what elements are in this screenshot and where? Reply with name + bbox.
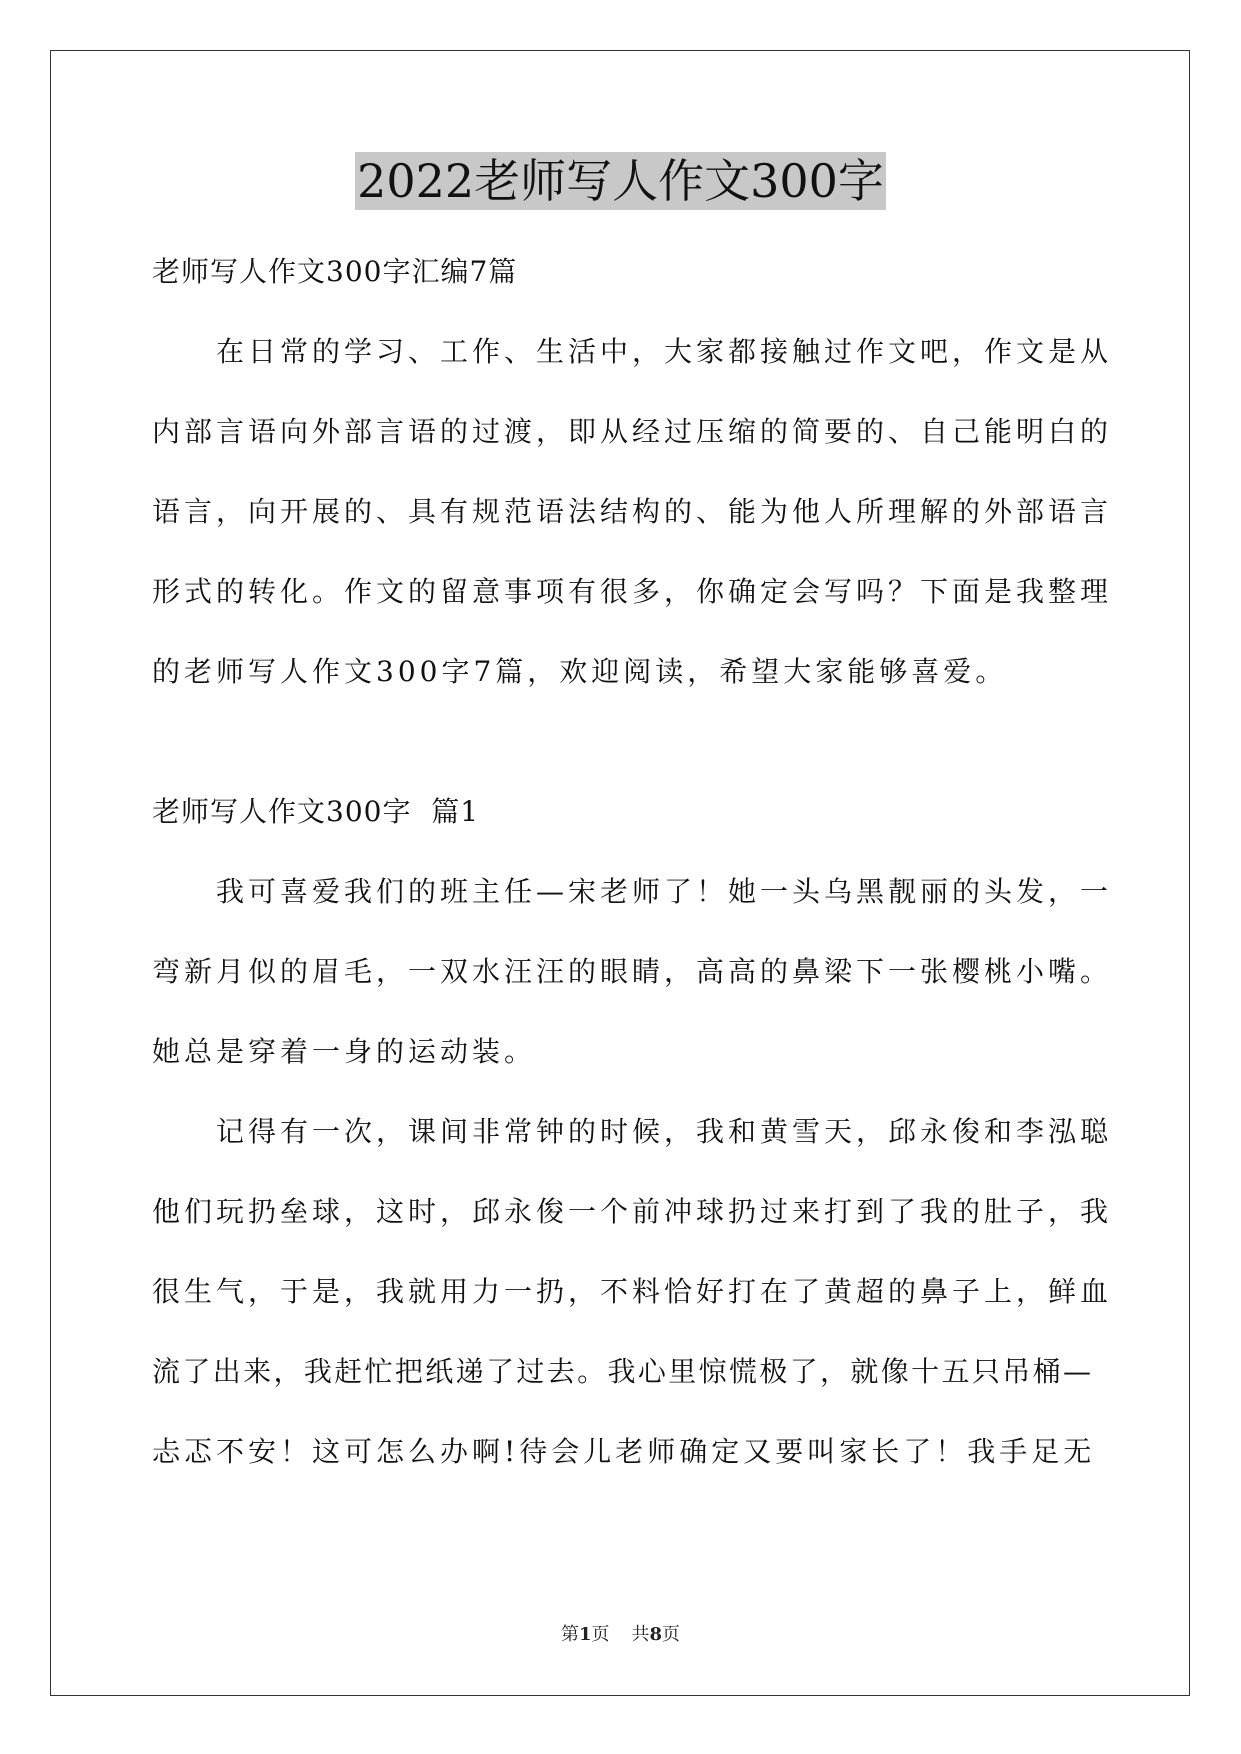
page-footer — [0, 1620, 1241, 1646]
body-paragraph-2 — [152, 1092, 1113, 1492]
paragraph-line: 她总是穿着一身的运动装。 — [152, 1035, 537, 1068]
body-paragraph-1 — [152, 852, 1113, 1092]
page-number: 1 — [578, 1624, 592, 1645]
paragraph-line: 他们玩扔垒球，这时，邱永俊一个前冲球扔过来打到了我的肚子，我 — [152, 1195, 1113, 1228]
document-body — [152, 232, 1113, 1492]
paragraph-line: 很生气，于是，我就用力一扔，不料恰好打在了黄超的鼻子上，鲜血 — [152, 1275, 1113, 1308]
section-spacer — [152, 712, 1092, 772]
total-suffix: 页 — [662, 1624, 681, 1645]
intro-line: 在日常的学习、工作、生活中，大家都接触过作文吧，作文是从 — [216, 335, 1113, 368]
intro-paragraph — [152, 312, 1113, 712]
document-title: 2022老师写人作文300字 — [357, 154, 884, 208]
intro-line: 内部言语向外部言语的过渡，即从经过压缩的简要的、自己能明白的 — [152, 415, 1113, 448]
paragraph-line: 忐忑不安！这可怎么办啊!待会儿老师确定又要叫家长了！我手足无 — [152, 1435, 1096, 1468]
paragraph-line: 记得有一次，课间非常钟的时候，我和黄雪天，邱永俊和李泓聪 — [216, 1115, 1113, 1148]
total-prefix: 共 — [631, 1624, 650, 1645]
paragraph-line: 弯新月似的眉毛，一双水汪汪的眼睛，高高的鼻梁下一张樱桃小嘴。 — [152, 955, 1113, 988]
intro-line: 语言，向开展的、具有规范语法结构的、能为他人所理解的外部语言 — [152, 495, 1113, 528]
document-subtitle: 老师写人作文300字汇编7篇 — [152, 255, 518, 288]
total-pages: 8 — [649, 1624, 663, 1645]
section-heading: 老师写人作文300字 篇1 — [152, 795, 480, 828]
title-container — [0, 152, 1241, 210]
page-prefix: 第 — [560, 1624, 579, 1645]
intro-line: 的老师写人作文300字7篇，欢迎阅读，希望大家能够喜爱。 — [152, 655, 1008, 688]
paragraph-line: 流了出来，我赶忙把纸递了过去。我心里惊慌极了，就像十五只吊桶— — [152, 1355, 1092, 1388]
paragraph-line: 我可喜爱我们的班主任—宋老师了！她一头乌黑靓丽的头发，一 — [216, 875, 1113, 908]
page-suffix: 页 — [591, 1624, 610, 1645]
intro-line: 形式的转化。作文的留意事项有很多，你确定会写吗？下面是我整理 — [152, 575, 1113, 608]
